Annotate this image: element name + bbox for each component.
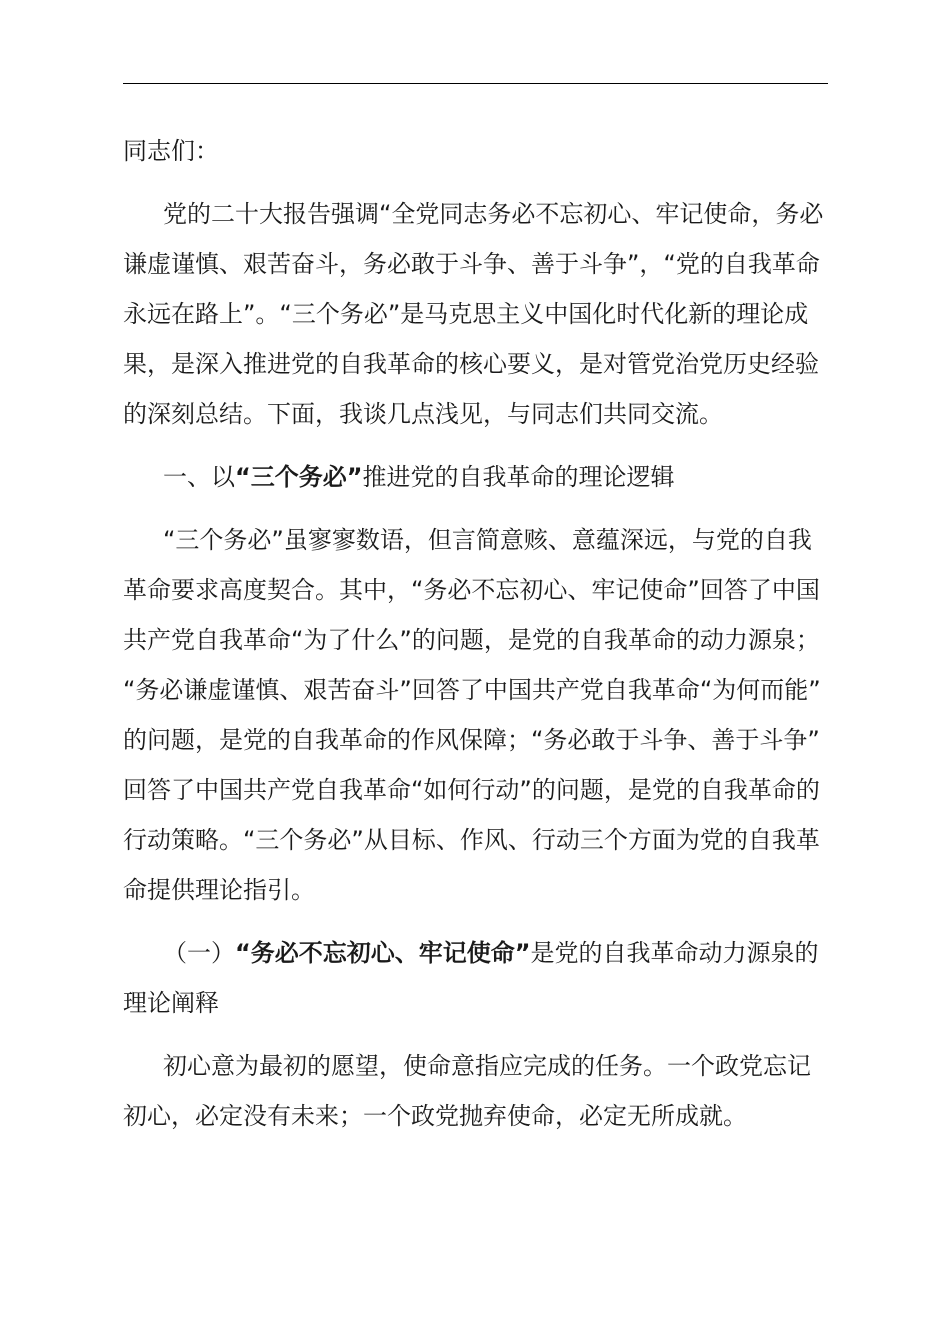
document-body: [123, 126, 828, 1154]
intro-paragraph: 党的二十大报告强调“全党同志务必不忘初心、牢记使命，务必谦虚谨慎、艰苦奋斗，务必敢于斗争、善于斗争”，“党的自我革命永远在路上”。“三个务必”是马克思主义中国化时代化新的理论成果，是深入推进党的自我革命的核心要义，是对管党治党历史经验的深刻总结。下面，我谈几点浅见，与同志们共同交流。: [123, 200, 824, 428]
section-heading-1-suffix: 推进党的自我革命的理论逻辑: [362, 463, 675, 491]
subsection-heading-1-quote: “务必不忘初心、牢记使命”: [235, 939, 531, 967]
section-heading-1-quote: “三个务必”: [235, 463, 363, 491]
subsection-heading-1: [123, 928, 828, 1028]
subsection-heading-1-prefix: （一）: [163, 939, 235, 967]
section-1-paragraph: “三个务必”虽寥寥数语，但言简意赅、意蕴深远，与党的自我革命要求高度契合。其中，“务必不忘初心、牢记使命”回答了中国共产党自我革命“为了什么”的问题，是党的自我革命的动力源泉；“务必谦虚谨慎、艰苦奋斗”回答了中国共产党自我革命“为何而能”的问题，是党的自我革命的作风保障；“务必敢于斗争、善于斗争”回答了中国共产党自我革命“如何行动”的问题，是党的自我革命的行动策略。“三个务必”从目标、作风、行动三个方面为党的自我革命提供理论指引。: [123, 526, 821, 904]
section-heading-1: [123, 452, 828, 502]
subsection-heading-1-suffix: 是党的自我革命动力源泉的理论阐释: [123, 939, 819, 1017]
header-rule: [123, 83, 828, 84]
greeting: 同志们：: [123, 137, 219, 165]
subsection-1-paragraph: 初心意为最初的愿望，使命意指应完成的任务。一个政党忘记初心，必定没有未来；一个政党抛弃使命，必定无所成就。: [123, 1052, 811, 1130]
section-heading-1-prefix: 一、以: [163, 463, 235, 491]
